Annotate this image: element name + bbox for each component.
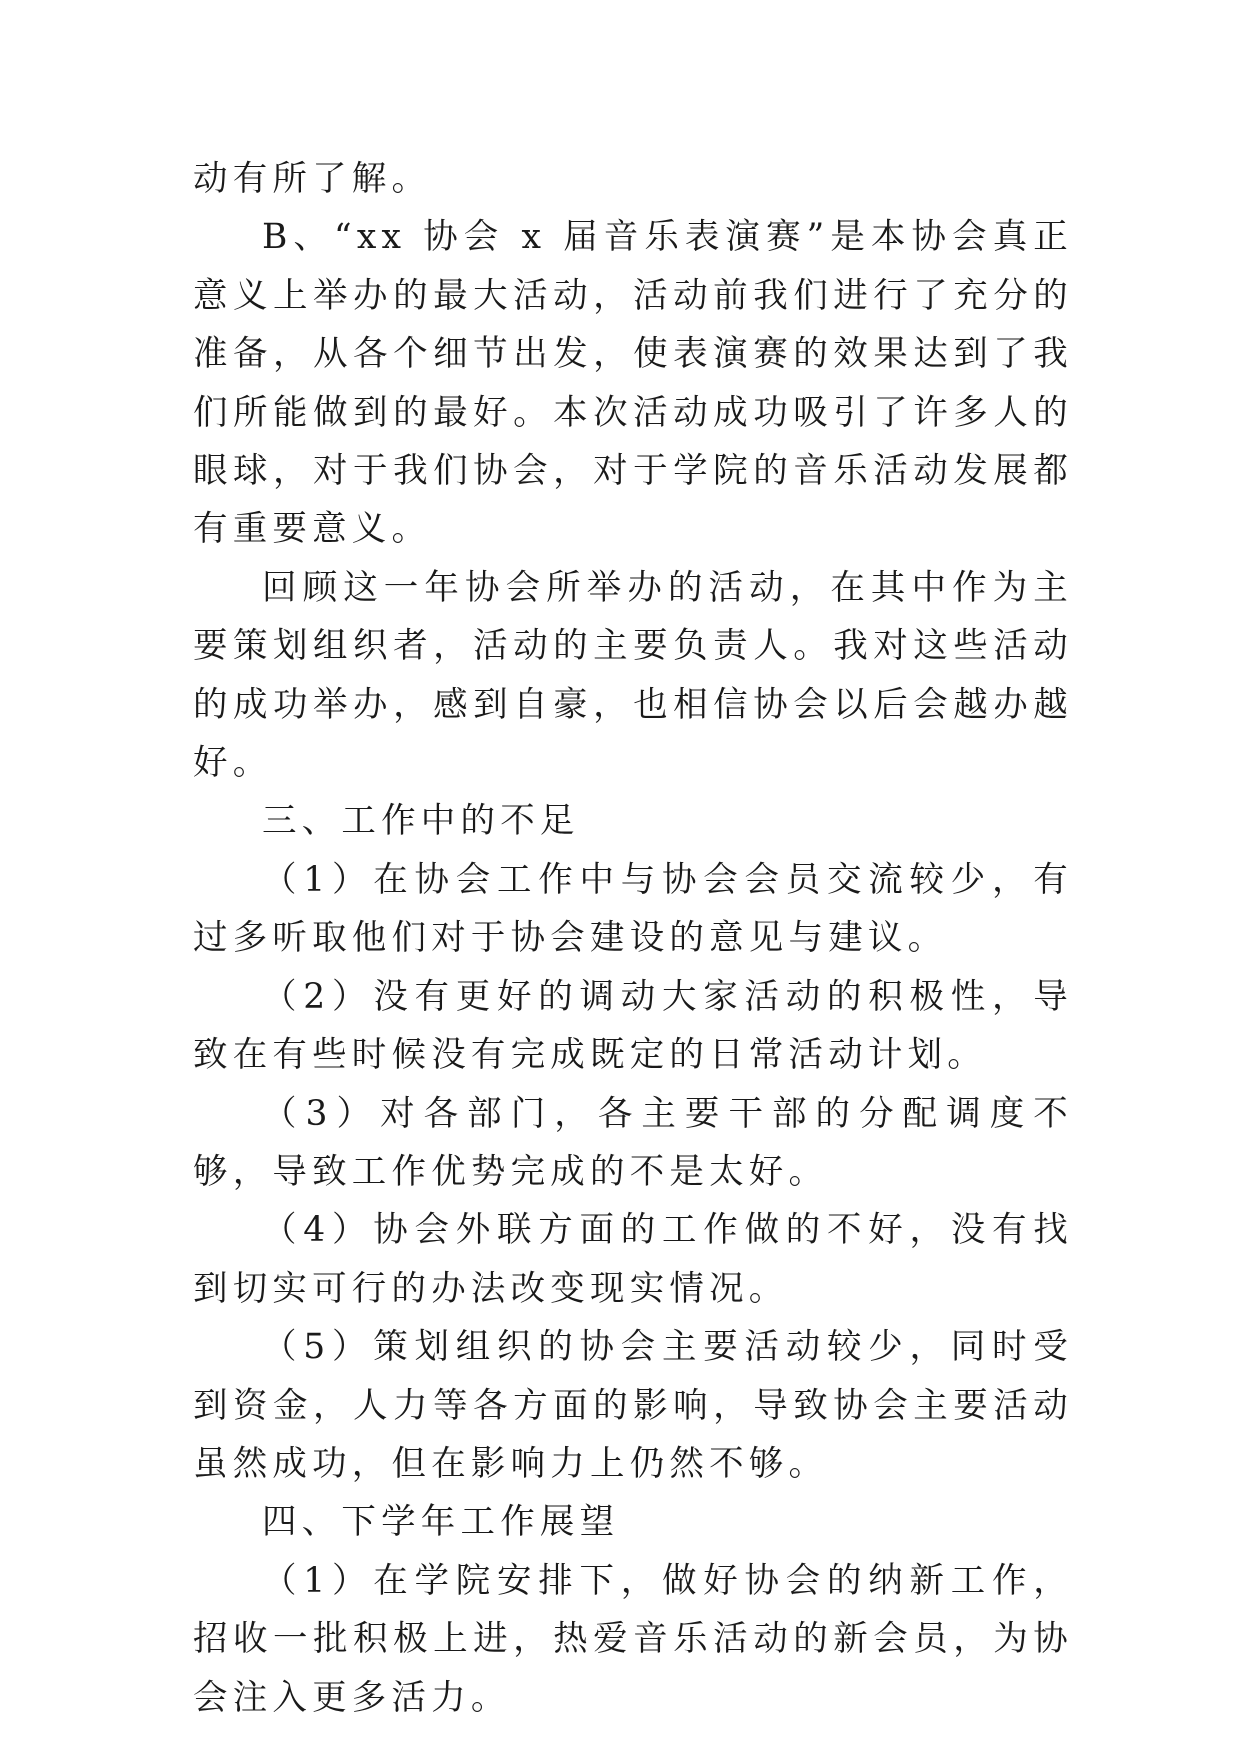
outlook-item-1: （1）在学院安排下，做好协会的纳新工作，招收一批积极上进，热爱音乐活动的新会员，为协会注入更多活力。	[193, 1560, 1073, 1718]
shortcoming-item-2: （2）没有更好的调动大家活动的积极性，导致在有些时候没有完成既定的日常活动计划。	[193, 976, 1073, 1076]
paragraph-continuation: 动有所了解。	[193, 159, 432, 199]
shortcoming-item-5: （5）策划组织的协会主要活动较少，同时受到资金，人力等各方面的影响，导致协会主要活动虽然成功，但在影响力上仍然不够。	[193, 1327, 1073, 1484]
shortcoming-item-1: （1）在协会工作中与协会会员交流较少，有过多听取他们对于协会建设的意见与建议。	[193, 859, 1073, 959]
document-body	[193, 150, 1073, 1727]
shortcoming-item-4: （4）协会外联方面的工作做的不好，没有找到切实可行的办法改变现实情况。	[193, 1210, 1073, 1309]
section-heading-shortcomings: 三、工作中的不足	[262, 801, 580, 842]
shortcoming-item-3: （3）对各部门，各主要干部的分配调度不够，导致工作优势完成的不是太好。	[193, 1093, 1073, 1192]
section-heading-outlook: 四、下学年工作展望	[262, 1502, 620, 1543]
paragraph-review: 回顾这一年协会所举办的活动，在其中作为主要策划组织者，活动的主要负责人。我对这些活动的成功举办，感到自豪，也相信协会以后会越办越好。	[193, 567, 1073, 784]
paragraph-event-b: B、“xx 协会 x 届音乐表演赛”是本协会真正意义上举办的最大活动，活动前我们进行了充分的准备，从各个细节出发，使表演赛的效果达到了我们所能做到的最好。本次活动成功吸引了许多人的眼球，对于我们协会，对于学院的音乐活动发展都有重要意义。	[193, 217, 1073, 550]
